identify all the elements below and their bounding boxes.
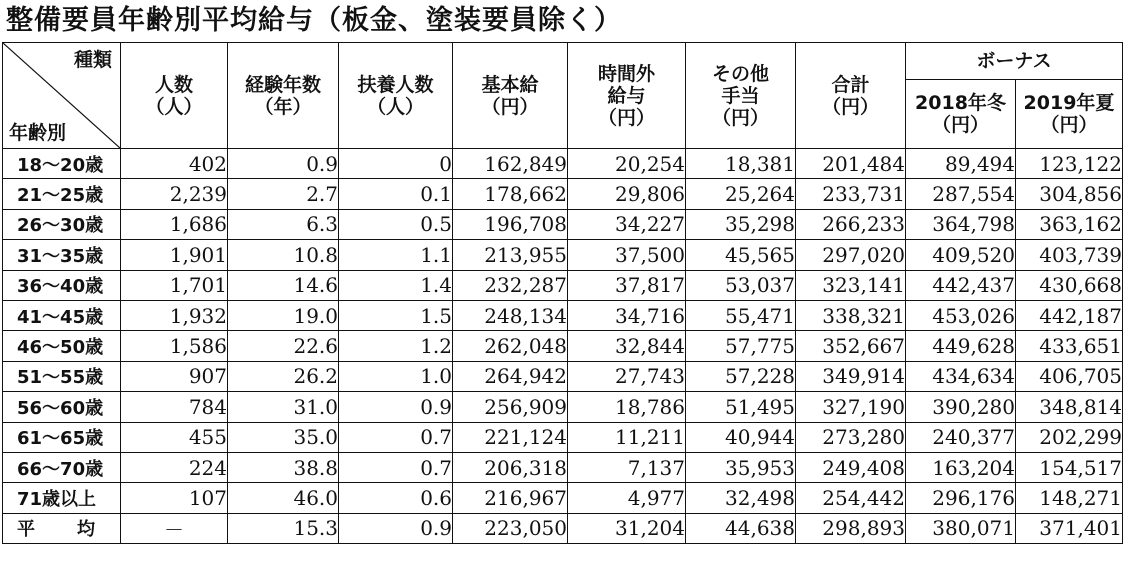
table-cell: 37,817: [568, 270, 686, 300]
table-row: [3, 179, 1123, 209]
table-cell: 0.1: [339, 179, 453, 209]
table-cell: 89,494: [906, 149, 1016, 179]
table-cell: 1,686: [121, 209, 228, 239]
table-cell: 148,271: [1016, 483, 1123, 513]
table-cell: 201,484: [796, 149, 906, 179]
table-cell: 107: [121, 483, 228, 513]
table-cell: 11,211: [568, 422, 686, 452]
col-header-dependents: 扶養人数 （人）: [339, 43, 453, 149]
row-age-label: 31～35歳: [3, 240, 121, 270]
table-cell: 20,254: [568, 149, 686, 179]
row-age-label: 18～20歳: [3, 149, 121, 179]
table-cell: 38.8: [228, 452, 339, 482]
average-row-label: [3, 513, 121, 543]
table-cell: 26.2: [228, 361, 339, 391]
col-header-total: 合計 （円）: [796, 43, 906, 149]
average-cell: 380,071: [906, 513, 1016, 543]
table-cell: 2.7: [228, 179, 339, 209]
table-cell: 35.0: [228, 422, 339, 452]
table-cell: 1.4: [339, 270, 453, 300]
table-cell: 442,187: [1016, 300, 1123, 330]
table-cell: 178,662: [453, 179, 568, 209]
table-cell: 22.6: [228, 331, 339, 361]
table-row: [3, 270, 1123, 300]
table-cell: 430,668: [1016, 270, 1123, 300]
average-label-right: 均: [77, 519, 95, 541]
table-cell: 403,739: [1016, 240, 1123, 270]
table-cell: 37,500: [568, 240, 686, 270]
table-cell: 434,634: [906, 361, 1016, 391]
table-cell: 338,321: [796, 300, 906, 330]
table-cell: 402: [121, 149, 228, 179]
average-cell: 15.3: [228, 513, 339, 543]
table-cell: 349,914: [796, 361, 906, 391]
table-cell: 232,287: [453, 270, 568, 300]
table-cell: 248,134: [453, 300, 568, 330]
average-cell: 371,401: [1016, 513, 1123, 543]
table-cell: 0.5: [339, 209, 453, 239]
table-cell: 256,909: [453, 392, 568, 422]
table-cell: 32,844: [568, 331, 686, 361]
table-cell: 287,554: [906, 179, 1016, 209]
table-cell: 297,020: [796, 240, 906, 270]
row-age-label: 61～65歳: [3, 422, 121, 452]
row-age-label: 26～30歳: [3, 209, 121, 239]
table-cell: 1.0: [339, 361, 453, 391]
table-cell: 240,377: [906, 422, 1016, 452]
col-header-experience: 経験年数 （年）: [228, 43, 339, 149]
row-age-label: 51～55歳: [3, 361, 121, 391]
col-header-other-allowance: その他 手当 （円）: [686, 43, 796, 149]
page-title: 整備要員年齢別平均給与（板金、塗装要員除く）: [6, 5, 622, 36]
table-body: [3, 149, 1123, 544]
average-label-left: 平: [17, 519, 35, 541]
table-cell: 233,731: [796, 179, 906, 209]
table-cell: 4,977: [568, 483, 686, 513]
row-age-label: 71歳以上: [3, 483, 121, 513]
table-cell: 262,048: [453, 331, 568, 361]
row-age-label: 56～60歳: [3, 392, 121, 422]
table-cell: 304,856: [1016, 179, 1123, 209]
table-cell: 323,141: [796, 270, 906, 300]
row-age-label: 36～40歳: [3, 270, 121, 300]
table-cell: 784: [121, 392, 228, 422]
table-cell: 19.0: [228, 300, 339, 330]
table-cell: 213,955: [453, 240, 568, 270]
table-cell: 2,239: [121, 179, 228, 209]
table-cell: 55,471: [686, 300, 796, 330]
table-cell: 1.2: [339, 331, 453, 361]
average-cell: 223,050: [453, 513, 568, 543]
col-header-overtime: 時間外 給与 （円）: [568, 43, 686, 149]
table-cell: 40,944: [686, 422, 796, 452]
table-cell: 1,901: [121, 240, 228, 270]
table-cell: 907: [121, 361, 228, 391]
table-row: [3, 300, 1123, 330]
row-age-label: 41～45歳: [3, 300, 121, 330]
table-cell: 442,437: [906, 270, 1016, 300]
average-row: [3, 513, 1123, 543]
table-cell: 327,190: [796, 392, 906, 422]
table-cell: 273,280: [796, 422, 906, 452]
col-header-people: 人数 （人）: [121, 43, 228, 149]
table-cell: 14.6: [228, 270, 339, 300]
table-cell: 53,037: [686, 270, 796, 300]
table-cell: 0.9: [339, 392, 453, 422]
corner-label-age: 年齢別: [9, 122, 67, 144]
table-cell: 363,162: [1016, 209, 1123, 239]
table-cell: 453,026: [906, 300, 1016, 330]
table-cell: 364,798: [906, 209, 1016, 239]
table-row: [3, 392, 1123, 422]
table-row: [3, 240, 1123, 270]
row-age-label: 66～70歳: [3, 452, 121, 482]
average-cell: 298,893: [796, 513, 906, 543]
table-cell: 123,122: [1016, 149, 1123, 179]
table-row: [3, 361, 1123, 391]
table-row: [3, 149, 1123, 179]
average-cell: 31,204: [568, 513, 686, 543]
table-cell: 18,786: [568, 392, 686, 422]
average-cell: －: [121, 513, 228, 543]
table-cell: 163,204: [906, 452, 1016, 482]
table-cell: 409,520: [906, 240, 1016, 270]
table-cell: 7,137: [568, 452, 686, 482]
table-cell: 406,705: [1016, 361, 1123, 391]
col-header-bonus-2019-summer: 2019年夏 （円）: [1016, 80, 1123, 149]
table-cell: 32,498: [686, 483, 796, 513]
table-row: [3, 483, 1123, 513]
table-cell: 202,299: [1016, 422, 1123, 452]
table-cell: 34,716: [568, 300, 686, 330]
table-cell: 1,701: [121, 270, 228, 300]
table-cell: 46.0: [228, 483, 339, 513]
table-cell: 25,264: [686, 179, 796, 209]
table-row: [3, 331, 1123, 361]
table-cell: 1.1: [339, 240, 453, 270]
table-cell: 254,442: [796, 483, 906, 513]
table-cell: 1.5: [339, 300, 453, 330]
table-cell: 31.0: [228, 392, 339, 422]
table-cell: 196,708: [453, 209, 568, 239]
salary-table: [2, 42, 1123, 544]
table-cell: 34,227: [568, 209, 686, 239]
col-header-base-pay: 基本給 （円）: [453, 43, 568, 149]
table-cell: 57,775: [686, 331, 796, 361]
table-cell: 224: [121, 452, 228, 482]
table-cell: 0.7: [339, 422, 453, 452]
table-cell: 0: [339, 149, 453, 179]
table-cell: 266,233: [796, 209, 906, 239]
table-cell: 27,743: [568, 361, 686, 391]
table-cell: 352,667: [796, 331, 906, 361]
table-cell: 1,932: [121, 300, 228, 330]
corner-label-type: 種類: [73, 49, 112, 71]
table-cell: 449,628: [906, 331, 1016, 361]
table-row: [3, 209, 1123, 239]
row-age-label: 21～25歳: [3, 179, 121, 209]
table-cell: 0.9: [228, 149, 339, 179]
table-cell: 45,565: [686, 240, 796, 270]
table-row: [3, 422, 1123, 452]
col-header-bonus-2018-winter: 2018年冬 （円）: [906, 80, 1016, 149]
table-cell: 18,381: [686, 149, 796, 179]
table-cell: 35,298: [686, 209, 796, 239]
table-cell: 35,953: [686, 452, 796, 482]
table-cell: 455: [121, 422, 228, 452]
table-cell: 6.3: [228, 209, 339, 239]
table-cell: 154,517: [1016, 452, 1123, 482]
average-cell: 44,638: [686, 513, 796, 543]
table-cell: 206,318: [453, 452, 568, 482]
table-cell: 390,280: [906, 392, 1016, 422]
average-cell: 0.9: [339, 513, 453, 543]
table-cell: 57,228: [686, 361, 796, 391]
table-cell: 221,124: [453, 422, 568, 452]
table-cell: 264,942: [453, 361, 568, 391]
table-cell: 29,806: [568, 179, 686, 209]
table-cell: 296,176: [906, 483, 1016, 513]
table-cell: 216,967: [453, 483, 568, 513]
corner-header-cell: [3, 43, 121, 149]
table-cell: 249,408: [796, 452, 906, 482]
table-row: [3, 452, 1123, 482]
table-cell: 10.8: [228, 240, 339, 270]
table-cell: 51,495: [686, 392, 796, 422]
table-cell: 348,814: [1016, 392, 1123, 422]
table-cell: 0.7: [339, 452, 453, 482]
row-age-label: 46～50歳: [3, 331, 121, 361]
table-cell: 0.6: [339, 483, 453, 513]
table-cell: 433,651: [1016, 331, 1123, 361]
col-header-bonus-group: ボーナス: [906, 43, 1123, 80]
table-cell: 162,849: [453, 149, 568, 179]
table-cell: 1,586: [121, 331, 228, 361]
